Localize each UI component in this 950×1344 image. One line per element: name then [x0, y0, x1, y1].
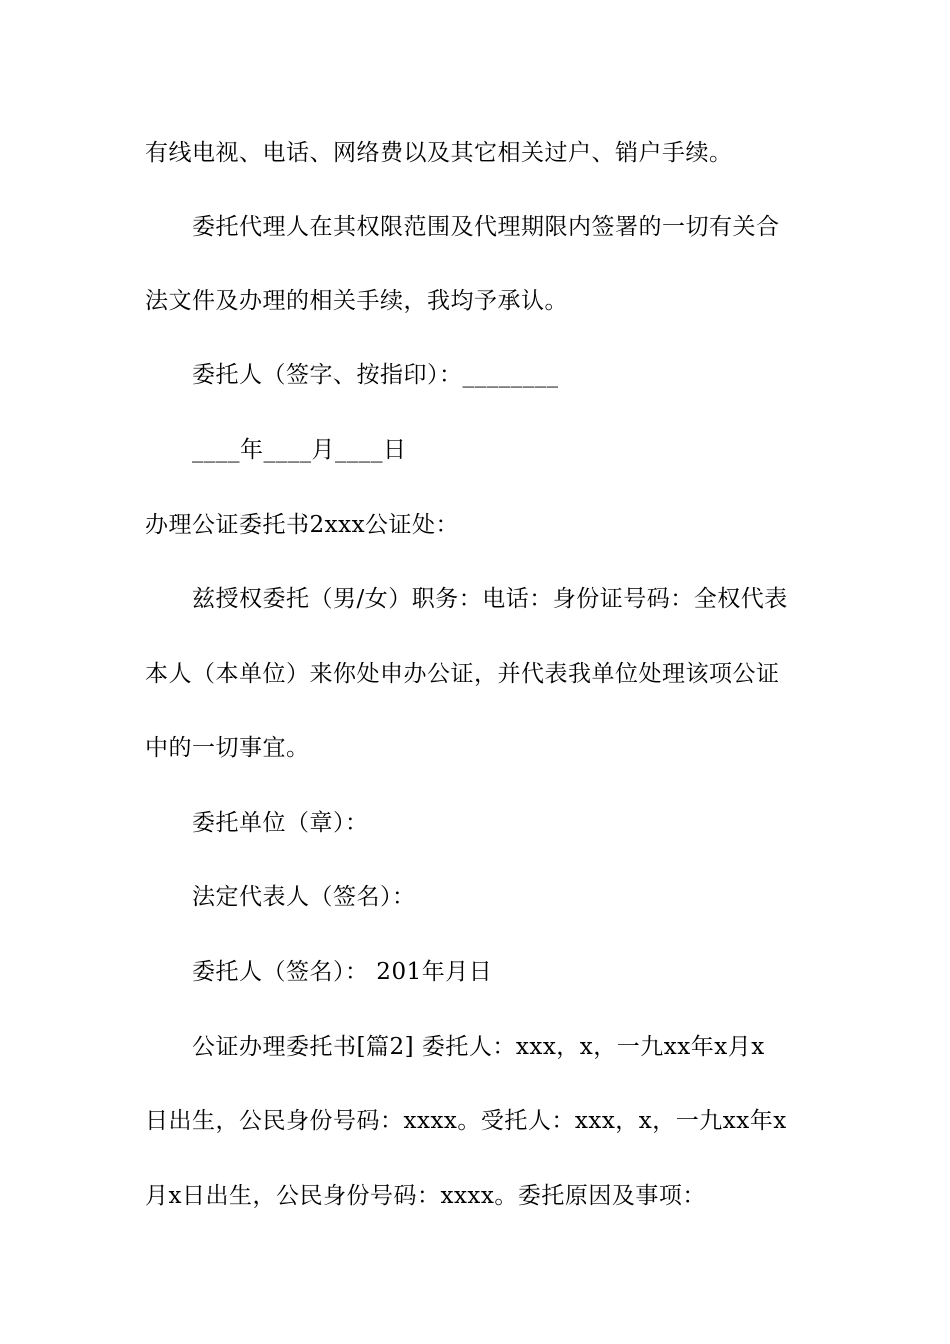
text-line-9: 中的一切事宜。 [145, 735, 310, 761]
text-line-1: 有线电视、电话、网络费以及其它相关过户、销户手续。 [145, 140, 733, 166]
text-line-7: 兹授权委托（男/女）职务：电话：身份证号码：全权代表 [192, 586, 788, 612]
text-line-14: 日出生，公民身份号码：xxxx。受托人：xxx，x，一九xx年x [145, 1108, 787, 1134]
text-line-10: 委托单位（章）： [192, 810, 369, 836]
text-line-6: 办理公证委托书2xxx公证处： [145, 512, 460, 538]
text-line-5: ____年____月____日 [192, 437, 407, 463]
text-line-11: 法定代表人（签名）： [192, 884, 416, 910]
text-line-15: 月x日出生，公民身份号码：xxxx。委托原因及事项： [145, 1183, 706, 1209]
text-line-4: 委托人（签字、按指印）：________ [192, 362, 559, 388]
text-line-3: 法文件及办理的相关手续，我均予承认。 [145, 288, 568, 314]
text-line-2: 委托代理人在其权限范围及代理期限内签署的一切有关合 [192, 214, 780, 240]
text-line-12: 委托人（签名）： 201年月日 [192, 959, 493, 985]
text-line-8: 本人（本单位）来你处申办公证，并代表我单位处理该项公证 [145, 661, 780, 687]
text-line-13: 公证办理委托书[篇2] 委托人：xxx，x，一九xx年x月x [192, 1034, 765, 1060]
